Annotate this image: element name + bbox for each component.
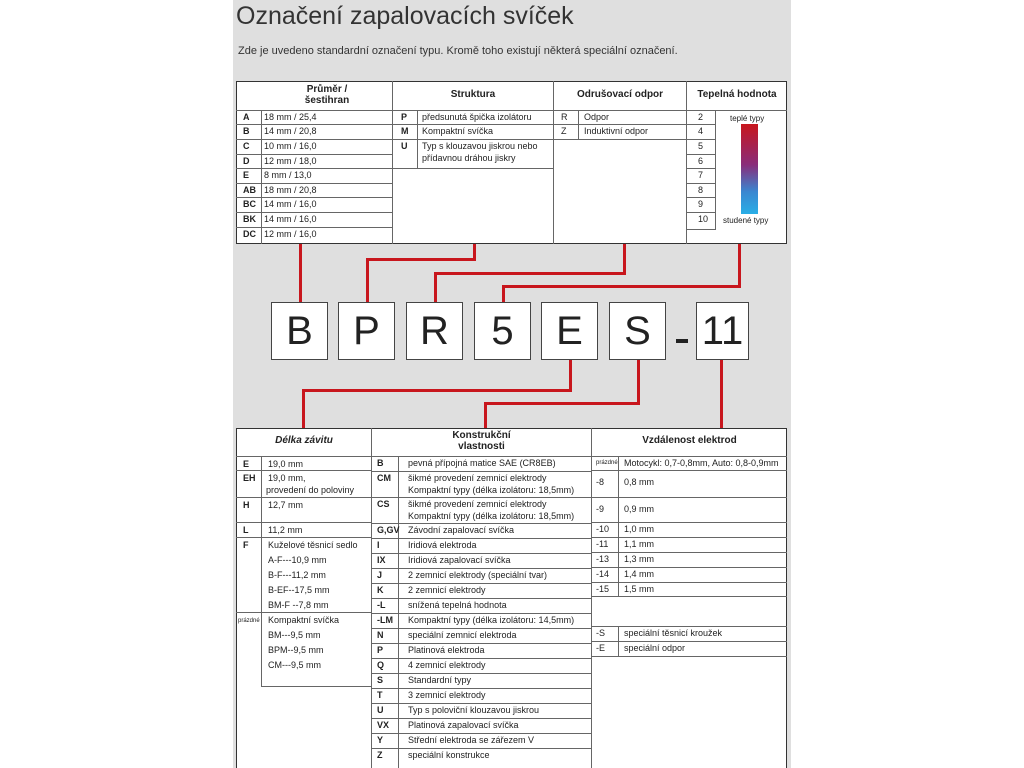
delka-key: prázdné <box>238 618 260 624</box>
konstrukce-value: Závodní zapalovací svíčka <box>408 525 515 535</box>
konstrukce-value: speciální konstrukce <box>408 750 490 760</box>
heat-value: 5 <box>698 141 704 151</box>
code-digit-5: 5 <box>474 302 531 360</box>
vzdalenost-value: 1,1 mm <box>624 539 655 549</box>
heat-value: 7 <box>698 170 704 180</box>
row-line <box>591 470 787 471</box>
konstrukce-key: CM <box>377 473 391 483</box>
konstrukce-value: Kompaktní typy (délka izolátoru: 14,5mm) <box>408 615 575 625</box>
row-line <box>371 673 591 674</box>
vzdalenost-value: Motocykl: 0,7-0,8mm, Auto: 0,8-0,9mm <box>624 458 779 468</box>
row-line <box>591 497 787 498</box>
row-line <box>236 197 392 198</box>
konstrukce-key: VX <box>377 720 390 730</box>
konstrukce-value: speciální zemnicí elektroda <box>408 630 517 640</box>
row-line <box>371 523 591 524</box>
delka-value: B-F---11,2 mm <box>268 570 326 580</box>
vzdalenost-key: -8 <box>596 477 605 487</box>
row-line <box>371 718 591 719</box>
vzdalenost-key: -15 <box>596 584 610 594</box>
vzdalenost-value: 1,0 mm <box>624 524 655 534</box>
prumer-value: 8 mm / 13,0 <box>264 170 312 180</box>
row-line <box>371 568 591 569</box>
delka-value: Kuželové těsnicí sedlo <box>268 540 358 550</box>
row-line <box>686 139 715 140</box>
row-line <box>371 748 591 749</box>
struktura-value: přídavnou dráhou jiskry <box>422 153 516 163</box>
konstrukce-key: B <box>377 458 384 468</box>
konstrukce-value: Střední elektroda se zářezem V <box>408 735 535 745</box>
konstrukce-key: -L <box>377 600 386 610</box>
prumer-key: C <box>243 141 250 151</box>
konstrukce-key: -LM <box>377 615 393 625</box>
row-line <box>371 471 591 472</box>
prumer-key: D <box>243 156 250 166</box>
konstrukce-key: T <box>377 690 383 700</box>
konstrukce-key: CS <box>377 499 390 509</box>
row-line <box>371 583 591 584</box>
delka-value: BM-F --7,8 mm <box>268 600 329 610</box>
delka-value: B-EF--17,5 mm <box>268 585 330 595</box>
heat-value: 8 <box>698 185 704 195</box>
prumer-key: BC <box>243 199 256 209</box>
konstrukce-value: Typ s poloviční klouzavou jiskrou <box>408 705 540 715</box>
row-line <box>371 733 591 734</box>
konstrukce-value: Iridiová zapalovací svíčka <box>408 555 511 565</box>
heat-value: 4 <box>698 126 704 136</box>
konstrukce-value: 2 zemnicí elektrody (speciální tvar) <box>408 570 548 580</box>
row-line <box>686 229 715 230</box>
odpor-key: Z <box>561 126 567 136</box>
row-line <box>591 641 787 642</box>
delka-key: EH <box>243 473 256 483</box>
vzdalenost-key: -14 <box>596 569 610 579</box>
vzdalenost-key: -13 <box>596 554 610 564</box>
delka-value: BM---9,5 mm <box>268 630 321 640</box>
code-letter-r: R <box>406 302 463 360</box>
delka-value: A-F---10,9 mm <box>268 555 327 565</box>
row-line <box>591 656 787 657</box>
vzdalenost-value: 1,3 mm <box>624 554 655 564</box>
prumer-value: 18 mm / 20,8 <box>264 185 317 195</box>
cold-types-label: studené typy <box>723 216 769 225</box>
row-line <box>591 522 787 523</box>
vzdalenost-value: speciální těsnicí kroužek <box>624 628 723 638</box>
odpor-value: Odpor <box>584 112 610 122</box>
konstrukce-value: Kompaktní typy (délka izolátoru: 18,5mm) <box>408 485 575 495</box>
konstrukce-key: Z <box>377 750 383 760</box>
konstrukce-value: snížená tepelná hodnota <box>408 600 507 610</box>
odpor-value: Induktivní odpor <box>584 126 649 136</box>
code-letter-s: S <box>609 302 666 360</box>
delka-value: 12,7 mm <box>268 500 304 510</box>
delka-key: H <box>243 500 250 510</box>
konstrukce-key: S <box>377 675 384 685</box>
struktura-value: Kompaktní svíčka <box>422 126 494 136</box>
delka-value: Kompaktní svíčka <box>268 615 340 625</box>
code-letter-p: P <box>338 302 395 360</box>
row-line <box>371 658 591 659</box>
vzdalenost-key: -E <box>596 643 605 653</box>
row-line <box>236 183 392 184</box>
row-line <box>236 124 392 125</box>
konstrukce-header: Konstrukční vlastnosti <box>452 430 511 452</box>
odpor-header: Odrušovací odpor <box>576 89 664 100</box>
row-line <box>371 688 591 689</box>
prumer-key: A <box>243 112 250 122</box>
vzdalenost-key: -10 <box>596 524 610 534</box>
heat-gradient <box>741 124 758 214</box>
prumer-value: 14 mm / 16,0 <box>264 199 317 209</box>
row-line <box>371 703 591 704</box>
vzdalenost-header: Vzdálenost elektrod <box>642 435 737 446</box>
row-line <box>371 613 591 614</box>
delka-value: BPM--9,5 mm <box>268 645 324 655</box>
row-line <box>236 168 392 169</box>
row-line <box>236 227 392 228</box>
konstrukce-value: Kompaktní typy (délka izolátoru: 18,5mm) <box>408 511 575 521</box>
row-line <box>371 497 591 498</box>
prumer-value: 12 mm / 18,0 <box>264 156 317 166</box>
struktura-key: U <box>401 141 408 151</box>
konstrukce-key: I <box>377 540 380 550</box>
row-line <box>236 154 392 155</box>
prumer-key: AB <box>243 185 256 195</box>
row-line <box>686 183 715 184</box>
delka-key: F <box>243 540 249 550</box>
row-line <box>371 598 591 599</box>
konstrukce-value: Standardní typy <box>408 675 472 685</box>
vzdalenost-value: speciální odpor <box>624 643 686 653</box>
vzdalenost-key: prázdné <box>596 460 618 466</box>
vzdalenost-key: -S <box>596 628 605 638</box>
struktura-key: M <box>401 126 409 136</box>
row-line <box>371 643 591 644</box>
prumer-value: 14 mm / 20,8 <box>264 126 317 136</box>
odpor-key: R <box>561 112 568 122</box>
konstrukce-value: pevná přípojná matice SAE (CR8EB) <box>408 458 556 468</box>
code-letter-b: B <box>271 302 328 360</box>
heat-value: 10 <box>698 214 709 224</box>
struktura-header: Struktura <box>450 89 496 100</box>
konstrukce-key: N <box>377 630 384 640</box>
row-line <box>371 628 591 629</box>
konstrukce-value: Iridiová elektroda <box>408 540 477 550</box>
konstrukce-key: G,GV <box>377 525 400 535</box>
row-line <box>686 197 715 198</box>
code-number-11: 11 <box>696 302 749 360</box>
delka-value: 19,0 mm, <box>268 473 306 483</box>
delka-key: E <box>243 459 250 469</box>
row-line <box>236 139 392 140</box>
row-line <box>591 567 787 568</box>
delka-header: Délka závitu <box>275 435 333 446</box>
konstrukce-value: šikmé provedení zemnicí elektrody <box>408 473 547 483</box>
row-line <box>591 626 787 627</box>
prumer-key: BK <box>243 214 256 224</box>
page-title: Označení zapalovacích svíček <box>236 2 574 30</box>
tepelna-header: Tepelná hodnota <box>697 89 777 100</box>
prumer-value: 12 mm / 16,0 <box>264 229 317 239</box>
row-line <box>686 212 715 213</box>
row-line <box>236 212 392 213</box>
konstrukce-key: IX <box>377 555 386 565</box>
row-line <box>686 124 715 125</box>
delka-key: L <box>243 525 249 535</box>
row-line <box>591 552 787 553</box>
prumer-value: 18 mm / 25,4 <box>264 112 317 122</box>
konstrukce-key: U <box>377 705 384 715</box>
konstrukce-value: Platinová elektroda <box>408 645 485 655</box>
row-line <box>686 154 715 155</box>
prumer-key: E <box>243 170 250 180</box>
heat-value: 2 <box>698 112 704 122</box>
vzdalenost-value: 0,8 mm <box>624 477 655 487</box>
row-line <box>591 537 787 538</box>
vzdalenost-key: -9 <box>596 504 605 514</box>
row-line <box>371 553 591 554</box>
delka-value: 19,0 mm <box>268 459 304 469</box>
prumer-value: 14 mm / 16,0 <box>264 214 317 224</box>
konstrukce-value: šikmé provedení zemnicí elektrody <box>408 499 547 509</box>
heat-value: 9 <box>698 199 704 209</box>
vzdalenost-value: 1,5 mm <box>624 584 655 594</box>
delka-value: provedení do poloviny <box>266 485 355 495</box>
struktura-key: P <box>401 112 408 122</box>
vzdalenost-value: 0,9 mm <box>624 504 655 514</box>
struktura-value: předsunutá špička izolátoru <box>422 112 532 122</box>
konstrukce-key: P <box>377 645 384 655</box>
konstrukce-key: J <box>377 570 383 580</box>
row-line <box>371 538 591 539</box>
code-dash <box>676 339 688 343</box>
prumer-key: B <box>243 126 250 136</box>
konstrukce-value: Platinová zapalovací svíčka <box>408 720 519 730</box>
konstrukce-value: 2 zemnicí elektrody <box>408 585 486 595</box>
konstrukce-key: Q <box>377 660 385 670</box>
hot-types-label: teplé typy <box>730 114 765 123</box>
konstrukce-key: Y <box>377 735 384 745</box>
row-line <box>686 168 715 169</box>
delka-value: 11,2 mm <box>268 525 303 535</box>
row-line <box>591 596 787 597</box>
heat-value: 6 <box>698 156 704 166</box>
konstrukce-value: 4 zemnicí elektrody <box>408 660 486 670</box>
row-line <box>591 582 787 583</box>
prumer-header: Průměr / šestihran <box>304 84 350 106</box>
delka-value: CM---9,5 mm <box>268 660 321 670</box>
vzdalenost-value: 1,4 mm <box>624 569 655 579</box>
code-letter-e: E <box>541 302 598 360</box>
struktura-value: Typ s klouzavou jiskrou nebo <box>422 141 538 151</box>
page-subtitle: Zde je uvedeno standardní označení typu. Kromě toho existují některá speciální označení. <box>238 45 678 57</box>
konstrukce-key: K <box>377 585 384 595</box>
konstrukce-value: 3 zemnicí elektrody <box>408 690 486 700</box>
prumer-key: DC <box>243 229 256 239</box>
prumer-value: 10 mm / 16,0 <box>264 141 317 151</box>
vzdalenost-key: -11 <box>596 539 609 549</box>
